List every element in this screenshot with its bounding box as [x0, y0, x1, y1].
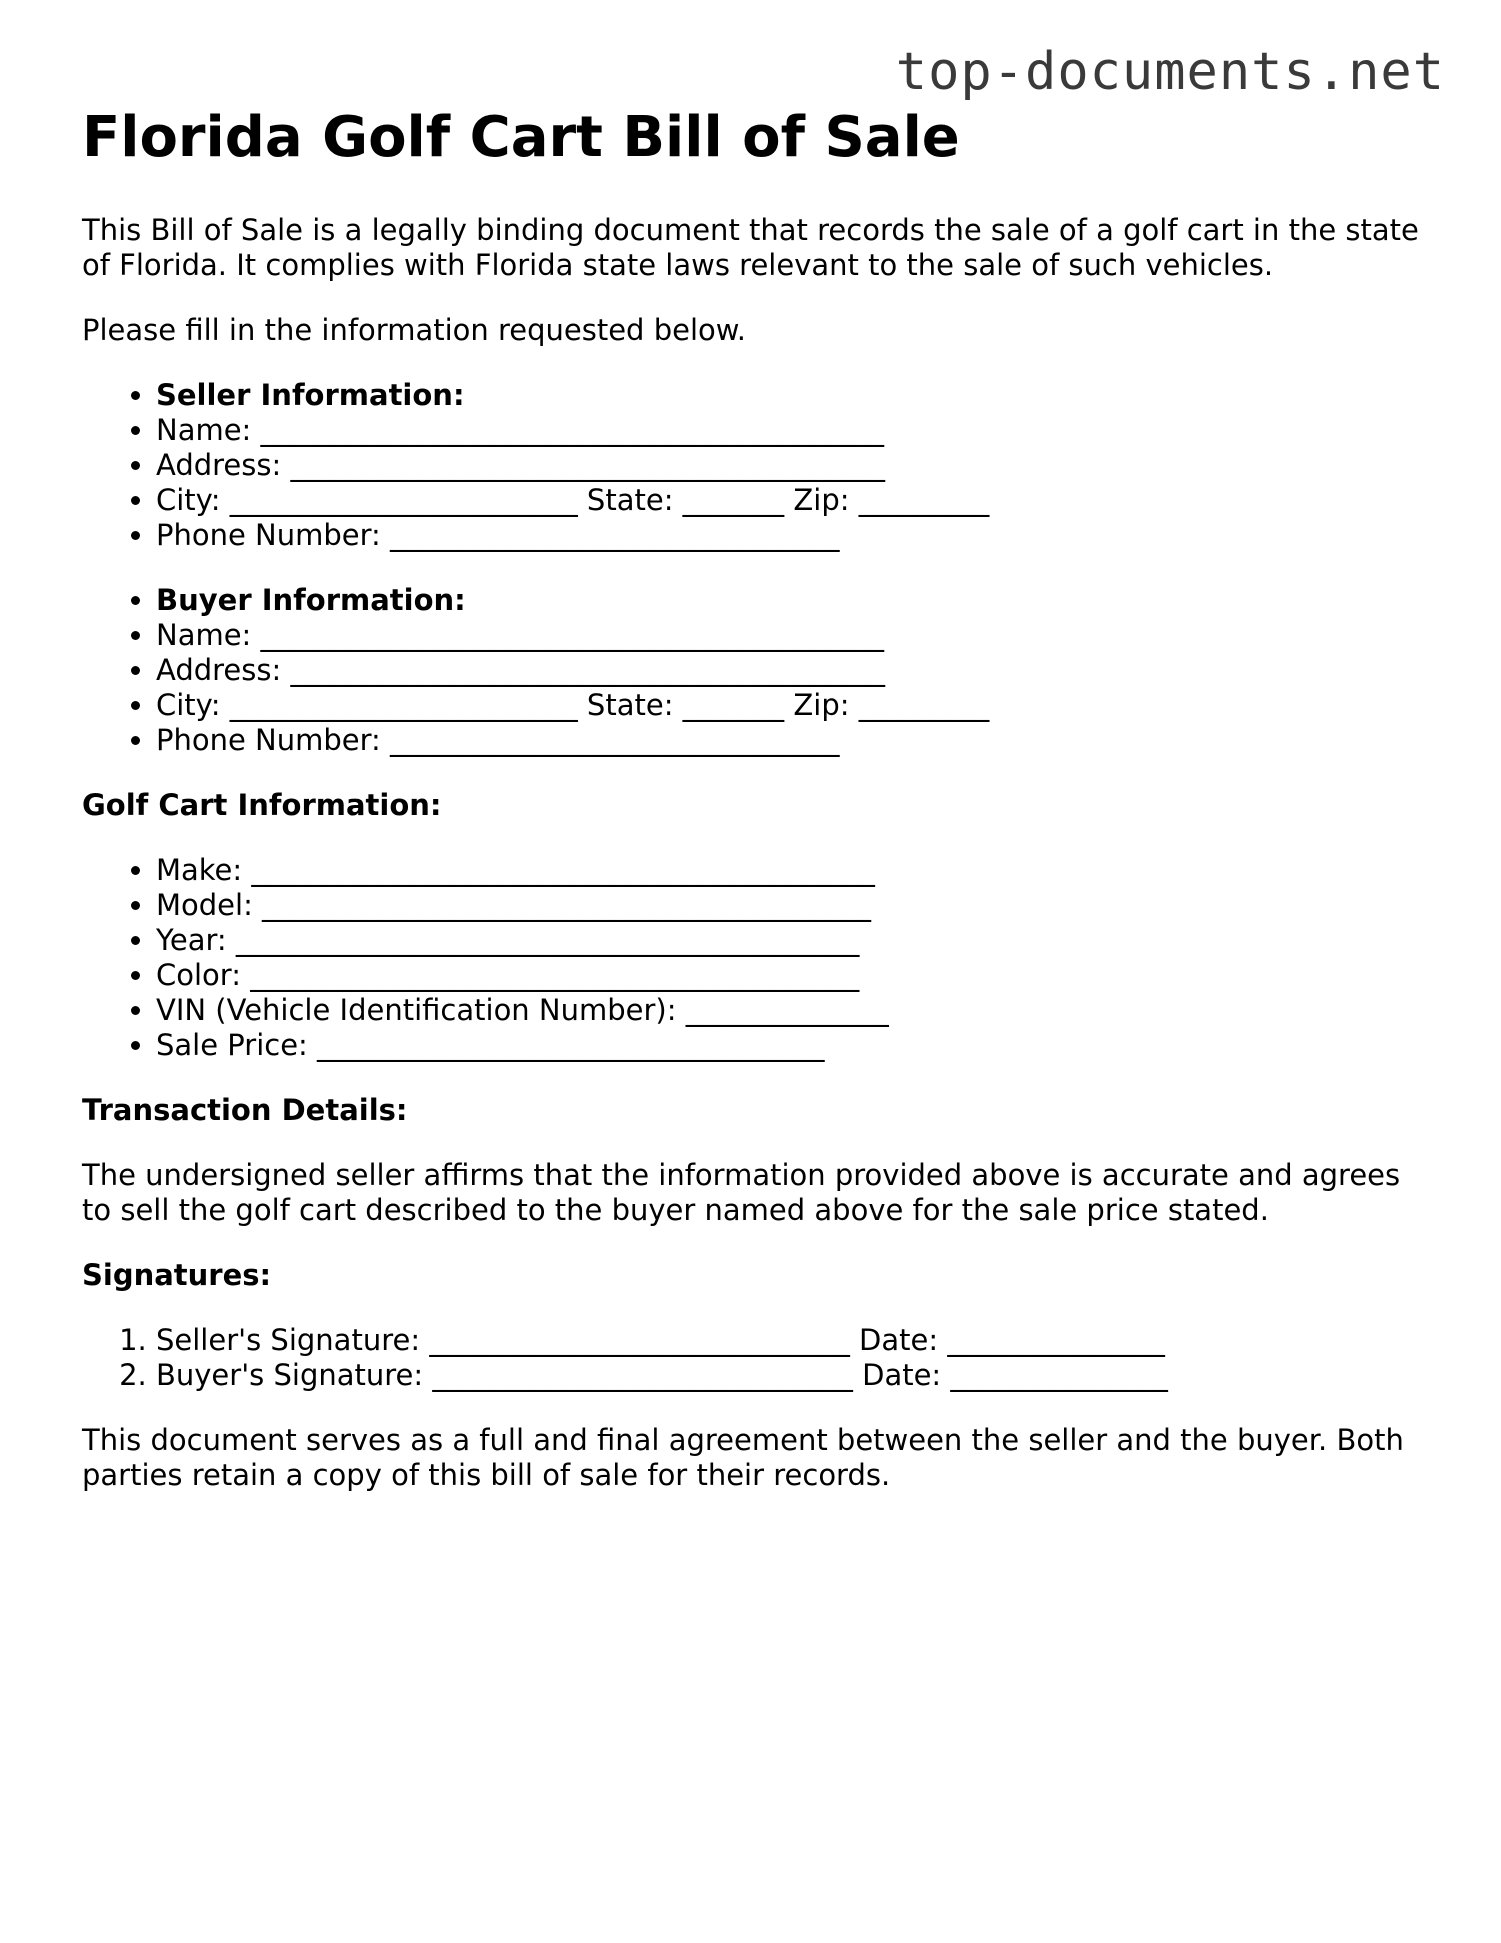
- buyer-info-list: [82, 583, 1422, 758]
- cart-color-field: • Color: __________________________________________: [156, 958, 1422, 993]
- transaction-heading: Transaction Details:: [82, 1093, 408, 1128]
- seller-phone-field: • Phone Number: _______________________________: [156, 518, 1422, 553]
- seller-city-state-zip-field: • City: ________________________ State: _______ Zip: _________: [156, 483, 1422, 518]
- seller-address-field: • Address: _________________________________________: [156, 448, 1422, 483]
- signatures-list: [82, 1323, 1422, 1393]
- signatures-heading: Signatures:: [82, 1258, 272, 1293]
- buyer-address-field: • Address: _________________________________________: [156, 653, 1422, 688]
- buyer-name-field: • Name: ___________________________________________: [156, 618, 1422, 653]
- seller-signature-line: 1. Seller's Signature: _____________________________ Date: _______________: [156, 1323, 1422, 1358]
- seller-heading: • Seller Information:: [156, 378, 1422, 413]
- intro-paragraph: This Bill of Sale is a legally binding document that records the sale of a golf cart in the state of Florida. It complies with Florida state laws relevant to the sale of such vehicles.: [82, 213, 1419, 283]
- page-title: Florida Golf Cart Bill of Sale: [82, 105, 960, 170]
- document-body: [82, 104, 1422, 1523]
- cart-year-field: • Year: ___________________________________________: [156, 923, 1422, 958]
- cart-info-list: [82, 853, 1422, 1063]
- transaction-paragraph: The undersigned seller affirms that the information provided above is accurate and agrees to sell the golf cart described to the buyer named above for the sale price stated.: [82, 1158, 1401, 1228]
- instructions-paragraph: Please fill in the information requested below.: [82, 313, 747, 348]
- cart-vin-field: • VIN (Vehicle Identification Number): ______________: [156, 993, 1422, 1028]
- closing-paragraph: This document serves as a full and final agreement between the seller and the buyer. Both parties retain a copy of this bill of sale for their records.: [82, 1423, 1404, 1493]
- buyer-phone-field: • Phone Number: _______________________________: [156, 723, 1422, 758]
- watermark: top-documents.net: [895, 42, 1445, 102]
- cart-make-field: • Make: ___________________________________________: [156, 853, 1422, 888]
- buyer-city-state-zip-field: • City: ________________________ State: _______ Zip: _________: [156, 688, 1422, 723]
- seller-name-field: • Name: ___________________________________________: [156, 413, 1422, 448]
- cart-price-field: • Sale Price: ___________________________________: [156, 1028, 1422, 1063]
- buyer-heading: • Buyer Information:: [156, 583, 1422, 618]
- seller-info-list: [82, 378, 1422, 553]
- cart-heading: Golf Cart Information:: [82, 788, 442, 823]
- cart-model-field: • Model: __________________________________________: [156, 888, 1422, 923]
- buyer-signature-line: 2. Buyer's Signature: _____________________________ Date: _______________: [156, 1358, 1422, 1393]
